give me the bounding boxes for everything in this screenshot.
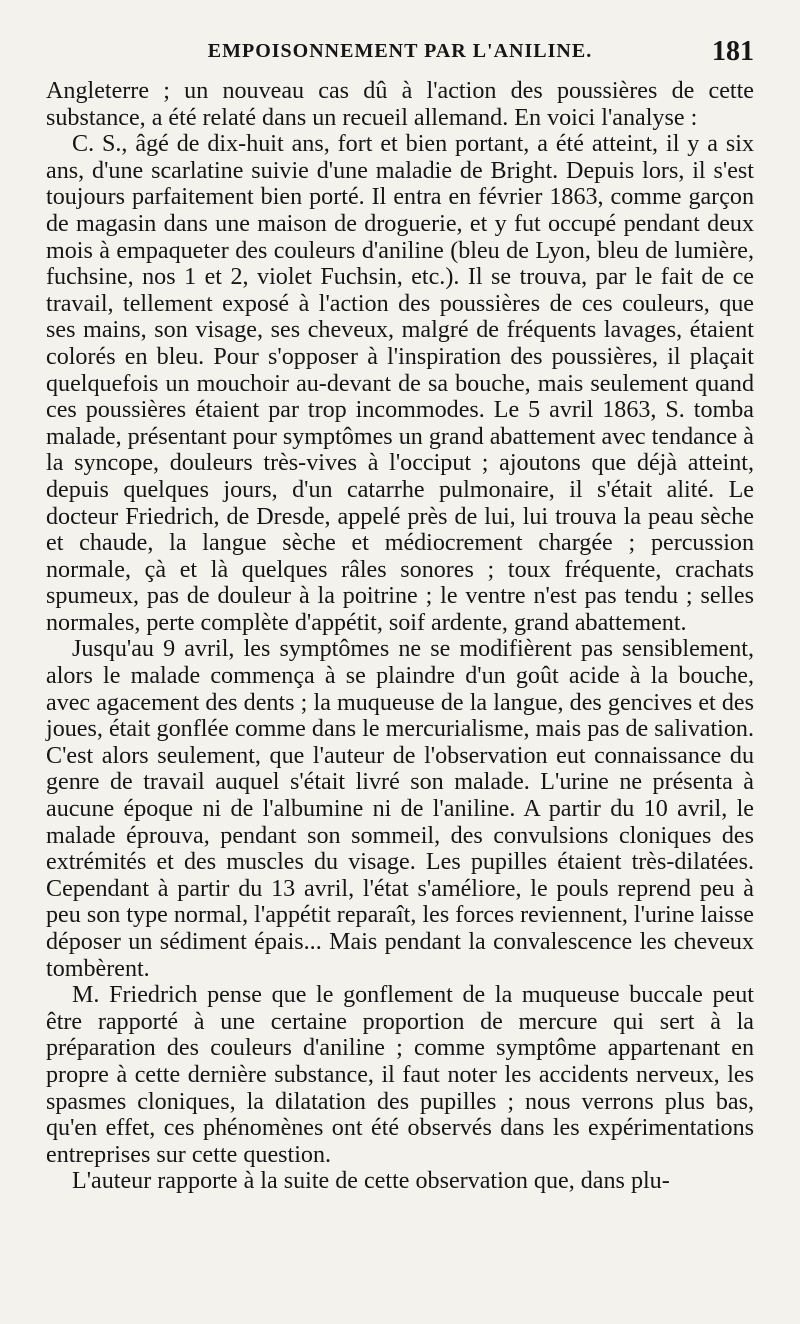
paragraph-case-report: C. S., âgé de dix-huit ans, fort et bien portant, a été atteint, il y a six ans, d'une scarlatine suivie d'une maladie de Bright. Depuis lors, il s'est toujours parfaitement bien porté. Il entra en février 1863, comme garçon de magasin dans une maison de droguerie, et y fut occupé pendant deux mois à empaqueter des couleurs d'aniline (bleu de Lyon, bleu de lumière, fuchsine, nos 1 et 2, violet Fuchsin, etc.). Il se trouva, par le fait de ce travail, tellement exposé à l'action des poussières de ces couleurs, que ses mains, son visage, ses cheveux, malgré de fréquents lavages, étaient colorés en bleu. Pour s'opposer à l'inspiration des poussières, il plaçait quelquefois un mouchoir au-devant de sa bouche, mais seulement quand ces poussières étaient par trop incommodes. Le 5 avril 1863, S. tomba malade, présentant pour symptômes un grand abattement avec tendance à la syncope, douleurs très-vives à l'occiput ; ajoutons que déjà atteint, depuis quelques jours, d'un catarrhe pulmonaire, il s'était alité. Le docteur Friedrich, de Dresde, appelé près de lui, lui trouva la peau sèche et chaude, la langue sèche et médiocrement chargée ; percussion normale, çà et là quelques râles sonores ; toux fréquente, crachats spumeux, pas de douleur à la poitrine ; le ventre n'est pas tendu ; selles normales, perte complète d'appétit, soif ardente, grand abattement. — [46, 131, 754, 636]
paragraph-symptoms: Jusqu'au 9 avril, les symptômes ne se modifièrent pas sensiblement, alors le malade commença à se plaindre d'un goût acide à la bouche, avec agacement des dents ; la muqueuse de la langue, des gencives et des joues, était gonflée comme dans le mercurialisme, mais pas de salivation. C'est alors seulement, que l'auteur de l'observation eut connaissance du genre de travail auquel s'était livré son malade. L'urine ne présenta à aucune époque ni de l'albumine ni de l'aniline. A partir du 10 avril, le malade éprouva, pendant son sommeil, des convulsions cloniques des extrémités et des muscles du visage. Les pupilles étaient très-dilatées. Cependant à partir du 13 avril, l'état s'améliore, le pouls reprend peu à peu son type normal, l'appétit reparaît, les forces reviennent, l'urine laisse déposer un sédiment épais... Mais pendant la convalescence les cheveux tombèrent. — [46, 636, 754, 982]
paragraph-continuation: Angleterre ; un nouveau cas dû à l'action des poussières de cette substance, a été relaté dans un recueil allemand. En voici l'analyse : — [46, 78, 754, 131]
running-title: EMPOISONNEMENT PAR L'ANILINE. — [207, 40, 593, 62]
running-header — [46, 38, 754, 72]
paragraph-friedrich: M. Friedrich pense que le gonflement de la muqueuse buccale peut être rapporté à une certaine proportion de mercure qui sert à la préparation des couleurs d'aniline ; comme symptôme appartenant en propre à cette dernière substance, il faut noter les accidents nerveux, les spasmes cloniques, la dilatation des pupilles ; nous verrons plus bas, qu'en effet, ces phénomènes ont été observés dans les expérimentations entreprises sur cette question. — [46, 982, 754, 1168]
body-text — [46, 78, 754, 1195]
page-number: 181 — [712, 36, 754, 67]
paragraph-final: L'auteur rapporte à la suite de cette observation que, dans plu- — [72, 1168, 670, 1195]
